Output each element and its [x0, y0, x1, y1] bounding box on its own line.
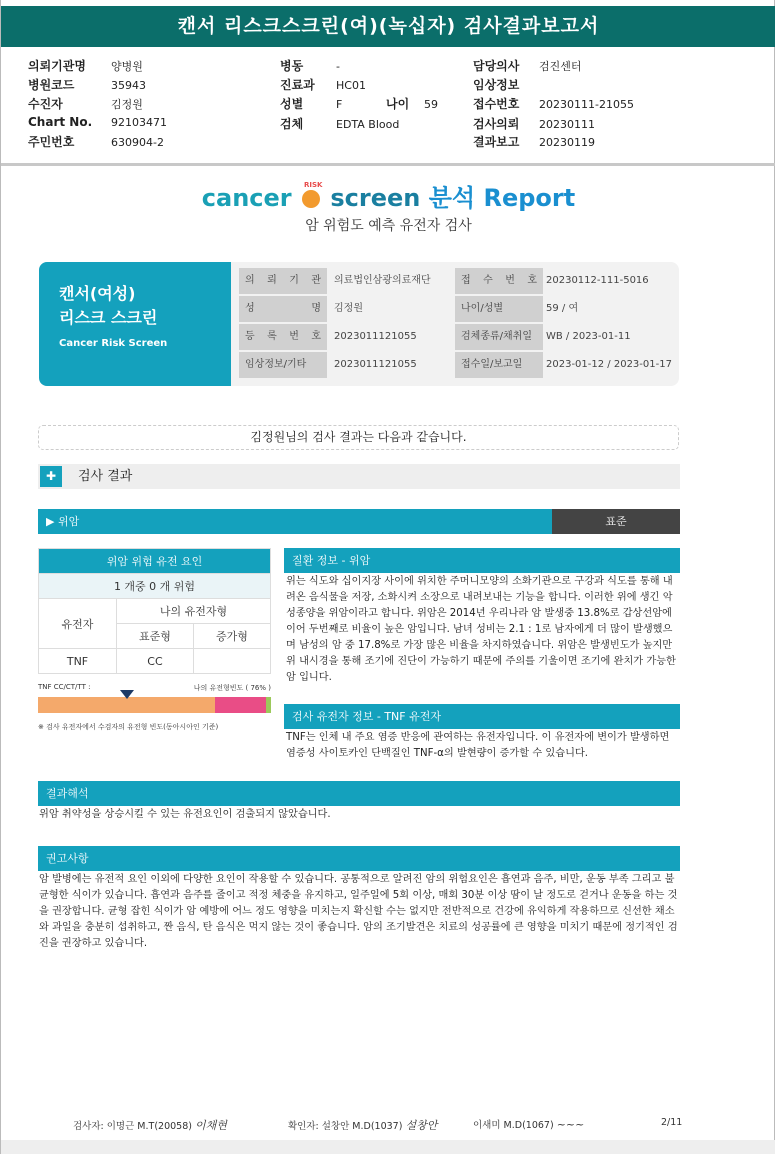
header-col2-row: [280, 57, 340, 74]
logo-cancer: cancer: [201, 184, 292, 212]
page-number: 2/11: [661, 1117, 683, 1128]
card-value: 2023011121055: [334, 331, 417, 342]
subtitle: 암 위험도 예측 유전자 검사: [305, 218, 472, 234]
scale-segment-3: [266, 697, 271, 713]
header-col3-row: [473, 95, 634, 112]
header-label: 결과보고: [473, 135, 520, 149]
header-col3-row: [473, 57, 582, 74]
header-label: 검체: [280, 117, 304, 131]
footer-confirmer: [288, 1117, 437, 1133]
header-label: 검사의뢰: [473, 117, 520, 131]
header-age: [386, 95, 438, 112]
logo-dot-icon: [302, 181, 323, 208]
card-label: 접수일/보고일: [455, 352, 543, 378]
card-value: 의료법인삼광의료재단: [334, 275, 431, 286]
logo-risk: RISK: [304, 181, 323, 189]
interpretation-text: 위암 취약성을 상승시킬 수 있는 유전요인이 검출되지 않았습니다.: [39, 809, 331, 820]
third-text: 이새미 M.D(1067): [473, 1120, 554, 1131]
header-label: 임상정보: [473, 78, 520, 92]
recommendation-text: 암 발병에는 유전적 요인 이외에 다양한 요인이 작용할 수 있습니다. 공통적으로 알려진 암의 위험요인은 흡연과 음주, 비만, 운동 부족 그리고 불균형한 식이가 있습니다. 흡연과 음주를 줄이고 적정 체중을 유지하고, 일주일에 5회 이상, 매회 30분 이상 땀이 날 정도로 걷거나 운동을 하는 것을 권장합니다. 균형 잡힌 식이가 암 예방에 어느 정도 영향을 미치는지 확신할 수는 없지만 전반적으로 건강에 유익하게 작용하므로 신선한 채소와 과일을 충분히 섭취하고, 짠 음식, 탄 음식은 먹지 않는 것이 좋습니다. 암의 조기발견은 치료의 성공률에 큰 영향을 미치기 때문에 정기적인 검진을 권장하고 있습니다.: [39, 874, 678, 949]
tester-signature: 이채현: [195, 1119, 227, 1132]
header-value: 양병원: [111, 60, 143, 73]
tester-text: 검사자: 이명근 M.T(20058): [73, 1121, 192, 1132]
header-label: 접수번호: [473, 97, 520, 111]
card-value: 2023-01-12 / 2023-01-17: [546, 359, 672, 370]
header-value: -: [336, 60, 340, 73]
increased-header: 증가형: [193, 624, 270, 649]
scale-segment-2: [215, 697, 266, 713]
category-status: 표준: [552, 509, 680, 534]
scale-note: ※ 검사 유전자에서 수검자의 유전형 빈도(동아시아인 기준): [38, 723, 219, 731]
confirmer-text: 확인자: 설창안 M.D(1037): [288, 1121, 403, 1132]
scale-left-label: TNF CC/CT/TT :: [38, 683, 91, 691]
header-value: F: [336, 98, 343, 111]
header-value: EDTA Blood: [336, 118, 400, 131]
standard-header: 표준형: [117, 624, 194, 649]
age-label: 나이: [386, 97, 410, 111]
card-label: 나이/성별: [455, 296, 543, 322]
card-label: 검체종류/채취일: [455, 324, 543, 350]
scale-segment-1: [38, 697, 215, 713]
category-bar: [38, 509, 680, 534]
header-value: 92103471: [111, 116, 167, 129]
header-value: 검진센터: [539, 60, 582, 73]
card-label: 임상정보/기타: [239, 352, 327, 378]
section-title: 검사 결과: [78, 469, 133, 484]
disease-info-text: 위는 식도와 십이지장 사이에 위치한 주머니모양의 소화기관으로 구강과 식도를 통해 내려온 음식물을 저장, 소화시켜 소장으로 내려보내는 기능을 합니다. 이러한 위에 생긴 악성종양을 위암이라고 합니다. 위암은 2014년 우리나라 암 발생중 13.8%로 갑상선암에 이어 두번째로 비율이 높은 암입니다. 남녀 성비는 2.1 : 1로 남자에게 더 많이 발생했으며 남성의 암 중 17.8%로 가장 많은 비율을 차지하였습니다. 위암은 발생빈도가 높지만 위 내시경을 통해 조기에 진단이 가능하기 때문에 주의를 기울이면 조기에 완치가 가능한 암 입니다.: [286, 576, 676, 683]
gene-name: TNF: [39, 649, 117, 674]
my-genotype-header: 나의 유전자형: [117, 599, 271, 624]
card-label: 성 명: [239, 296, 327, 322]
gene-increased-value: [193, 649, 270, 674]
logo-screen: screen: [330, 184, 421, 212]
header-label: 담당의사: [473, 59, 520, 73]
header-value: 20230111: [539, 118, 595, 131]
scale-right-label: 나의 유전형빈도 ( 76% ): [193, 684, 271, 692]
card-label: 접 수 번 호: [455, 268, 543, 294]
gene-col-header: 유전자: [39, 599, 117, 649]
header-value: 20230119: [539, 136, 595, 149]
result-icon: ✚: [40, 466, 62, 487]
genotype-marker-icon: [120, 690, 134, 699]
header-col3-row: [473, 133, 595, 150]
header-label: 병원코드: [28, 78, 75, 92]
header-value: 630904-2: [111, 136, 164, 149]
header-col2-row: [280, 76, 366, 93]
report-title: 캔서 리스크스크린(여)(녹십자) 검사결과보고서: [1, 6, 775, 47]
card-title-2: 리스크 스크린: [59, 308, 158, 327]
header-label: Chart No.: [28, 115, 93, 129]
header-value: 20230111-21055: [539, 98, 634, 111]
card-title-1: 캔서(여성): [59, 284, 136, 303]
card-value: WB / 2023-01-11: [546, 331, 631, 342]
section-header: [38, 464, 680, 489]
header-col1-row: [28, 115, 167, 129]
header-label: 성별: [280, 97, 304, 111]
header-label: 병동: [280, 59, 304, 73]
recommendation-title: 권고사항: [38, 846, 680, 871]
bottom-band: [1, 1140, 775, 1154]
header-col1-row: [28, 133, 164, 150]
third-signature: ~~~: [556, 1118, 585, 1131]
header-value: 35943: [111, 79, 146, 92]
card-value: 59 / 여: [546, 303, 579, 314]
age-value: 59: [424, 98, 438, 111]
interpretation-title: 결과해석: [38, 781, 680, 806]
category-name: ▶ 위암: [38, 509, 552, 534]
gene-info-title: 검사 유전자 정보 - TNF 유전자: [284, 704, 680, 729]
cancer-screen-logo: [1, 178, 775, 213]
header-value: HC01: [336, 79, 366, 92]
card-title-en: Cancer Risk Screen: [59, 338, 168, 349]
header-col2-row: [280, 95, 342, 112]
card-label: 의 뢰 기 관: [239, 268, 327, 294]
card-value: 김정원: [334, 303, 363, 314]
gene-table: [38, 548, 271, 674]
header-label: 주민번호: [28, 135, 75, 149]
header-col1-row: [28, 95, 143, 112]
card-label: 등 록 번 호: [239, 324, 327, 350]
header-label: 진료과: [280, 78, 315, 92]
card-value: 20230112-111-5016: [546, 275, 649, 286]
confirmer-signature: 설창안: [405, 1119, 438, 1132]
gene-value: CC: [117, 649, 194, 674]
gene-info-text: TNF는 인체 내 주요 염증 반응에 관여하는 유전자입니다. 이 유전자에 변이가 발생하면 염증성 사이토카인 단백질인 TNF-α의 발현량이 증가할 수 있습니다.: [286, 732, 670, 759]
gene-table-summary: 1 개중 0 개 위험: [39, 574, 271, 599]
gene-table-title: 위암 위험 유전 요인: [39, 549, 271, 574]
header-col3-row: [473, 76, 539, 93]
patient-card: [39, 262, 679, 386]
disease-info-title: 질환 정보 - 위암: [284, 548, 680, 573]
logo-report: 분석 Report: [428, 184, 576, 212]
footer-tester: [73, 1117, 227, 1133]
header-divider: [1, 163, 775, 166]
header-col2-row: [280, 115, 399, 132]
footer-third: [473, 1117, 584, 1131]
header-col3-row: [473, 115, 595, 132]
result-banner: 김정원님의 검사 결과는 다음과 같습니다.: [38, 425, 679, 450]
header-col1-row: [28, 76, 146, 93]
header-label: 수진자: [28, 97, 63, 111]
header-col1-row: [28, 57, 143, 74]
header-value: 김정원: [111, 98, 143, 111]
card-value: 2023011121055: [334, 359, 417, 370]
card-title-panel: [39, 262, 231, 386]
header-label: 의뢰기관명: [28, 59, 86, 73]
